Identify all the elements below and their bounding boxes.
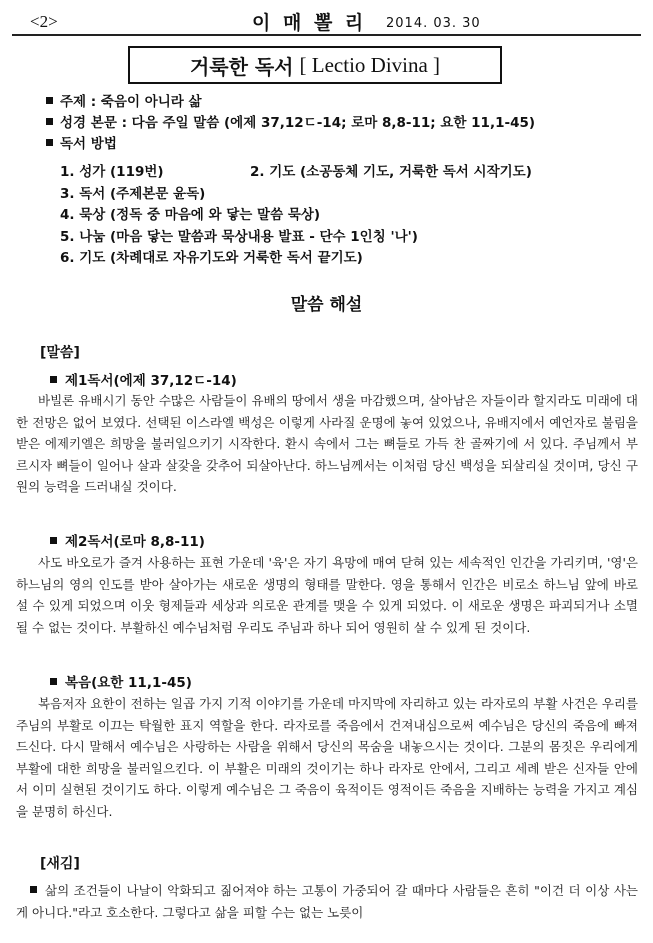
reflection-text [16, 880, 638, 923]
info-scripture [46, 113, 646, 134]
reading-heading-2 [50, 530, 205, 550]
square-bullet-icon [50, 678, 57, 685]
info-method [46, 134, 646, 155]
info-list [46, 92, 646, 155]
step-item: 4. 묵상 (정독 중 마음에 와 닿는 말씀 묵상) [60, 207, 321, 223]
reflection-label: [새김] [40, 856, 80, 872]
reading-title: 복음(요한 11,1-45) [65, 675, 192, 691]
square-bullet-icon [46, 118, 53, 125]
reflection-body: 삶의 조건들이 나날이 악화되고 짊어져야 하는 고통이 가중되어 갈 때마다 사람들은 흔히 "이건 더 이상 사는 게 아니다."라고 호소한다. 그렇다고 삶을 피할 수는 없는 노릇이 [16, 883, 638, 920]
word-label: [말씀] [40, 345, 80, 361]
reading-text-2: 사도 바오로가 즐겨 사용하는 표현 가운데 '육'은 자기 욕망에 매여 닫혀 있는 세속적인 인간을 가리키며, '영'은 하느님의 영의 인도를 받아 살아가는 새로운 생명의 형태를 말한다. 영을 통해서 인간은 비로소 하느님 앞에 바로 설 수 있게 되었으며 이웃 형제들과 세상과 의로운 관계를 맺을 수 있게 되었다. 이 새로운 생명은 파괴되거나 소멸될 수 없는 것이다. 부활하신 예수님처럼 우리도 주님과 하나 되어 영원히 살 수 있게 된 것이다. [16, 555, 638, 635]
page-number: <2> [30, 12, 58, 31]
step-item: 6. 기도 (차례대로 자유기도와 거룩한 독서 끝기도) [60, 250, 363, 266]
square-bullet-icon [46, 139, 53, 146]
reading-title: 제2독서(로마 8,8-11) [65, 534, 205, 550]
step-item: 1. 성가 (119번) [60, 164, 164, 180]
square-bullet-icon [30, 886, 37, 893]
main-title-latin: [ Lectio Divina ] [299, 52, 441, 77]
step-item: 3. 독서 (주제본문 윤독) [60, 185, 206, 202]
square-bullet-icon [50, 376, 57, 383]
section-title: 말씀 해설 [290, 295, 363, 315]
step-row [60, 227, 418, 249]
page-header [12, 6, 641, 36]
step-row [60, 184, 418, 206]
step-row [60, 162, 532, 184]
issue-date: 2014. 03. 30 [386, 16, 481, 31]
step-row [60, 248, 418, 270]
reading-text-3: 복음저자 요한이 전하는 일곱 가지 기적 이야기를 가운데 마지막에 자리하고 있는 라자로의 부활 사건은 우리를 주님의 부활로 이끄는 탁월한 표지 역할을 한다. 라자로를 죽음에서 건져내심으로써 예수님은 당신의 죽음에 빠져드신다. 다시 말해서 예수님은 사랑하는 사람을 위해서 당신의 목숨을 내놓으시는 것이다. 그분의 몸짓은 우리에게 부활에 대한 희망을 불러일으킨다. 이 부활은 미래의 것이기는 하나 라자로 안에서, 그리고 세례 받은 신자들 안에서 이미 실현된 것이기도 하다. 이렇게 예수님은 그 죽음이 육적이든 영적이든 죽음을 지배하는 능력을 가지고 계심을 분명히 하신다. [16, 696, 638, 819]
main-title-box [128, 46, 502, 84]
step-item: 5. 나눔 (마음 닿는 말씀과 묵상내용 발표 - 단수 1인칭 '나') [60, 228, 418, 245]
theme-text: 주제 : 죽음이 아니라 삶 [60, 94, 202, 110]
step-item: 2. 기도 (소공동체 기도, 거룩한 독서 시작기도) [250, 164, 532, 180]
step-row [60, 205, 418, 227]
method-steps [60, 162, 532, 270]
reading-title: 제1독서(에제 37,12ㄷ-14) [65, 373, 237, 389]
square-bullet-icon [46, 97, 53, 104]
square-bullet-icon [50, 537, 57, 544]
reading-heading-3 [50, 671, 192, 691]
scripture-text: 성경 본문 : 다음 주일 말씀 (에제 37,12ㄷ-14; 로마 8,8-11; 요한 11,1-45) [60, 115, 536, 131]
reading-text-1: 바빌론 유배시기 동안 수많은 사람들이 유배의 땅에서 생을 마감했으며, 살아남은 자들이라 할지라도 미래에 대한 전망은 없어 보였다. 선택된 이스라엘 백성은 이렇게 사라질 운명에 놓여 있었으나, 유배지에서 예언자로 불림을 받은 에제키엘은 희망을 불러일으키기 시작한다. 환시 속에서 그는 뼈들로 가득 찬 골짜기에 서 있다. 주님께서 부르시자 뼈들이 일어나 살과 살갗을 갖추어 되살아난다. 하느님께서는 이처럼 당신 백성을 되살리실 것이며, 당신 구원의 능력을 드러내실 것이다. [16, 393, 638, 494]
method-label: 독서 방법 [60, 136, 117, 152]
info-theme [46, 92, 646, 113]
newsletter-title: 이 매 뽈 리 [252, 12, 367, 34]
reading-heading-1 [50, 369, 237, 389]
main-title: 거룩한 독서 [189, 54, 294, 79]
